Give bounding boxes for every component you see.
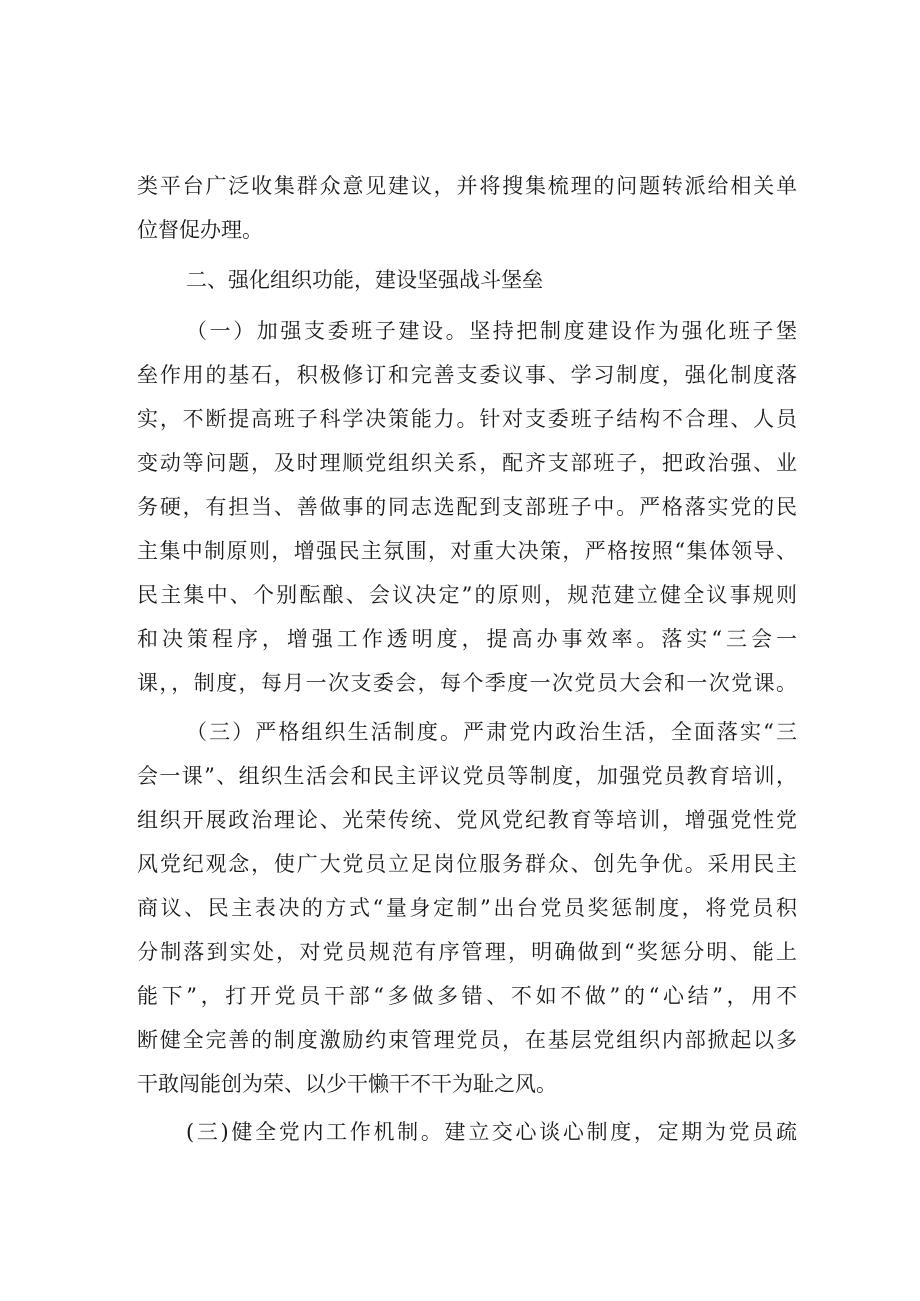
text-line: 风党纪观念，使广大党员立足岗位服务群众、创先争优。采用民主 [137,852,797,876]
paragraph-first-line: (三)健全党内工作机制。建立交心谈心制度，定期为党员疏 [186,1120,797,1144]
text-line: 商议、民主表决的方式“量身定制”出台党员奖惩制度，将党员积 [137,896,797,920]
text-line: 类平台广泛收集群众意见建议，并将搜集梳理的问题转派给相关单 [137,174,797,198]
text-line: 干敢闯能创为荣、以少干懒干不干为耻之风。 [137,1072,557,1096]
text-line: 断健全完善的制度激励约束管理党员，在基层党组织内部掀起以多 [137,1028,797,1052]
paragraph-first-line: （三）严格组织生活制度。严肃党内政治生活，全面落实“三 [186,720,797,744]
text-line: 组织开展政治理论、光荣传统、党风党纪教育等培训，增强党性党 [137,808,797,832]
text-line: 垒作用的基石，积极修订和完善支委议事、学习制度，强化制度落 [137,363,797,387]
text-line: 民主集中、个别酝酿、会议决定”的原则，规范建立健全议事规则 [137,583,797,607]
text-line: 能下”，打开党员干部“多做多错、不如不做”的“心结”，用不 [137,984,797,1008]
text-line: 分制落到实处，对党员规范有序管理，明确做到“奖惩分明、能上 [137,940,797,964]
text-line: 和决策程序，增强工作透明度，提高办事效率。落实“三会一 [137,627,797,651]
paragraph-first-line: （一）加强支委班子建设。坚持把制度建设作为强化班子堡 [186,319,797,343]
text-line: 实，不断提高班子科学决策能力。针对支委班子结构不合理、人员 [137,407,797,431]
section-heading: 二、强化组织功能，建设坚强战斗堡垒 [186,268,543,292]
text-line: 变动等问题，及时理顺党组织关系，配齐支部班子，把政治强、业 [137,451,797,475]
text-line: 会一课”、组织生活会和民主评议党员等制度，加强党员教育培训， [137,764,797,788]
text-line: 主集中制原则，增强民主氛围，对重大决策，严格按照“集体领导、 [137,539,797,563]
text-line: 位督促办理。 [137,218,263,242]
text-line: 课，，制度，每月一次支委会，每个季度一次党员大会和一次党课。 [137,671,797,695]
text-line: 务硬，有担当、善做事的同志选配到支部班子中。严格落实党的民 [137,495,797,519]
